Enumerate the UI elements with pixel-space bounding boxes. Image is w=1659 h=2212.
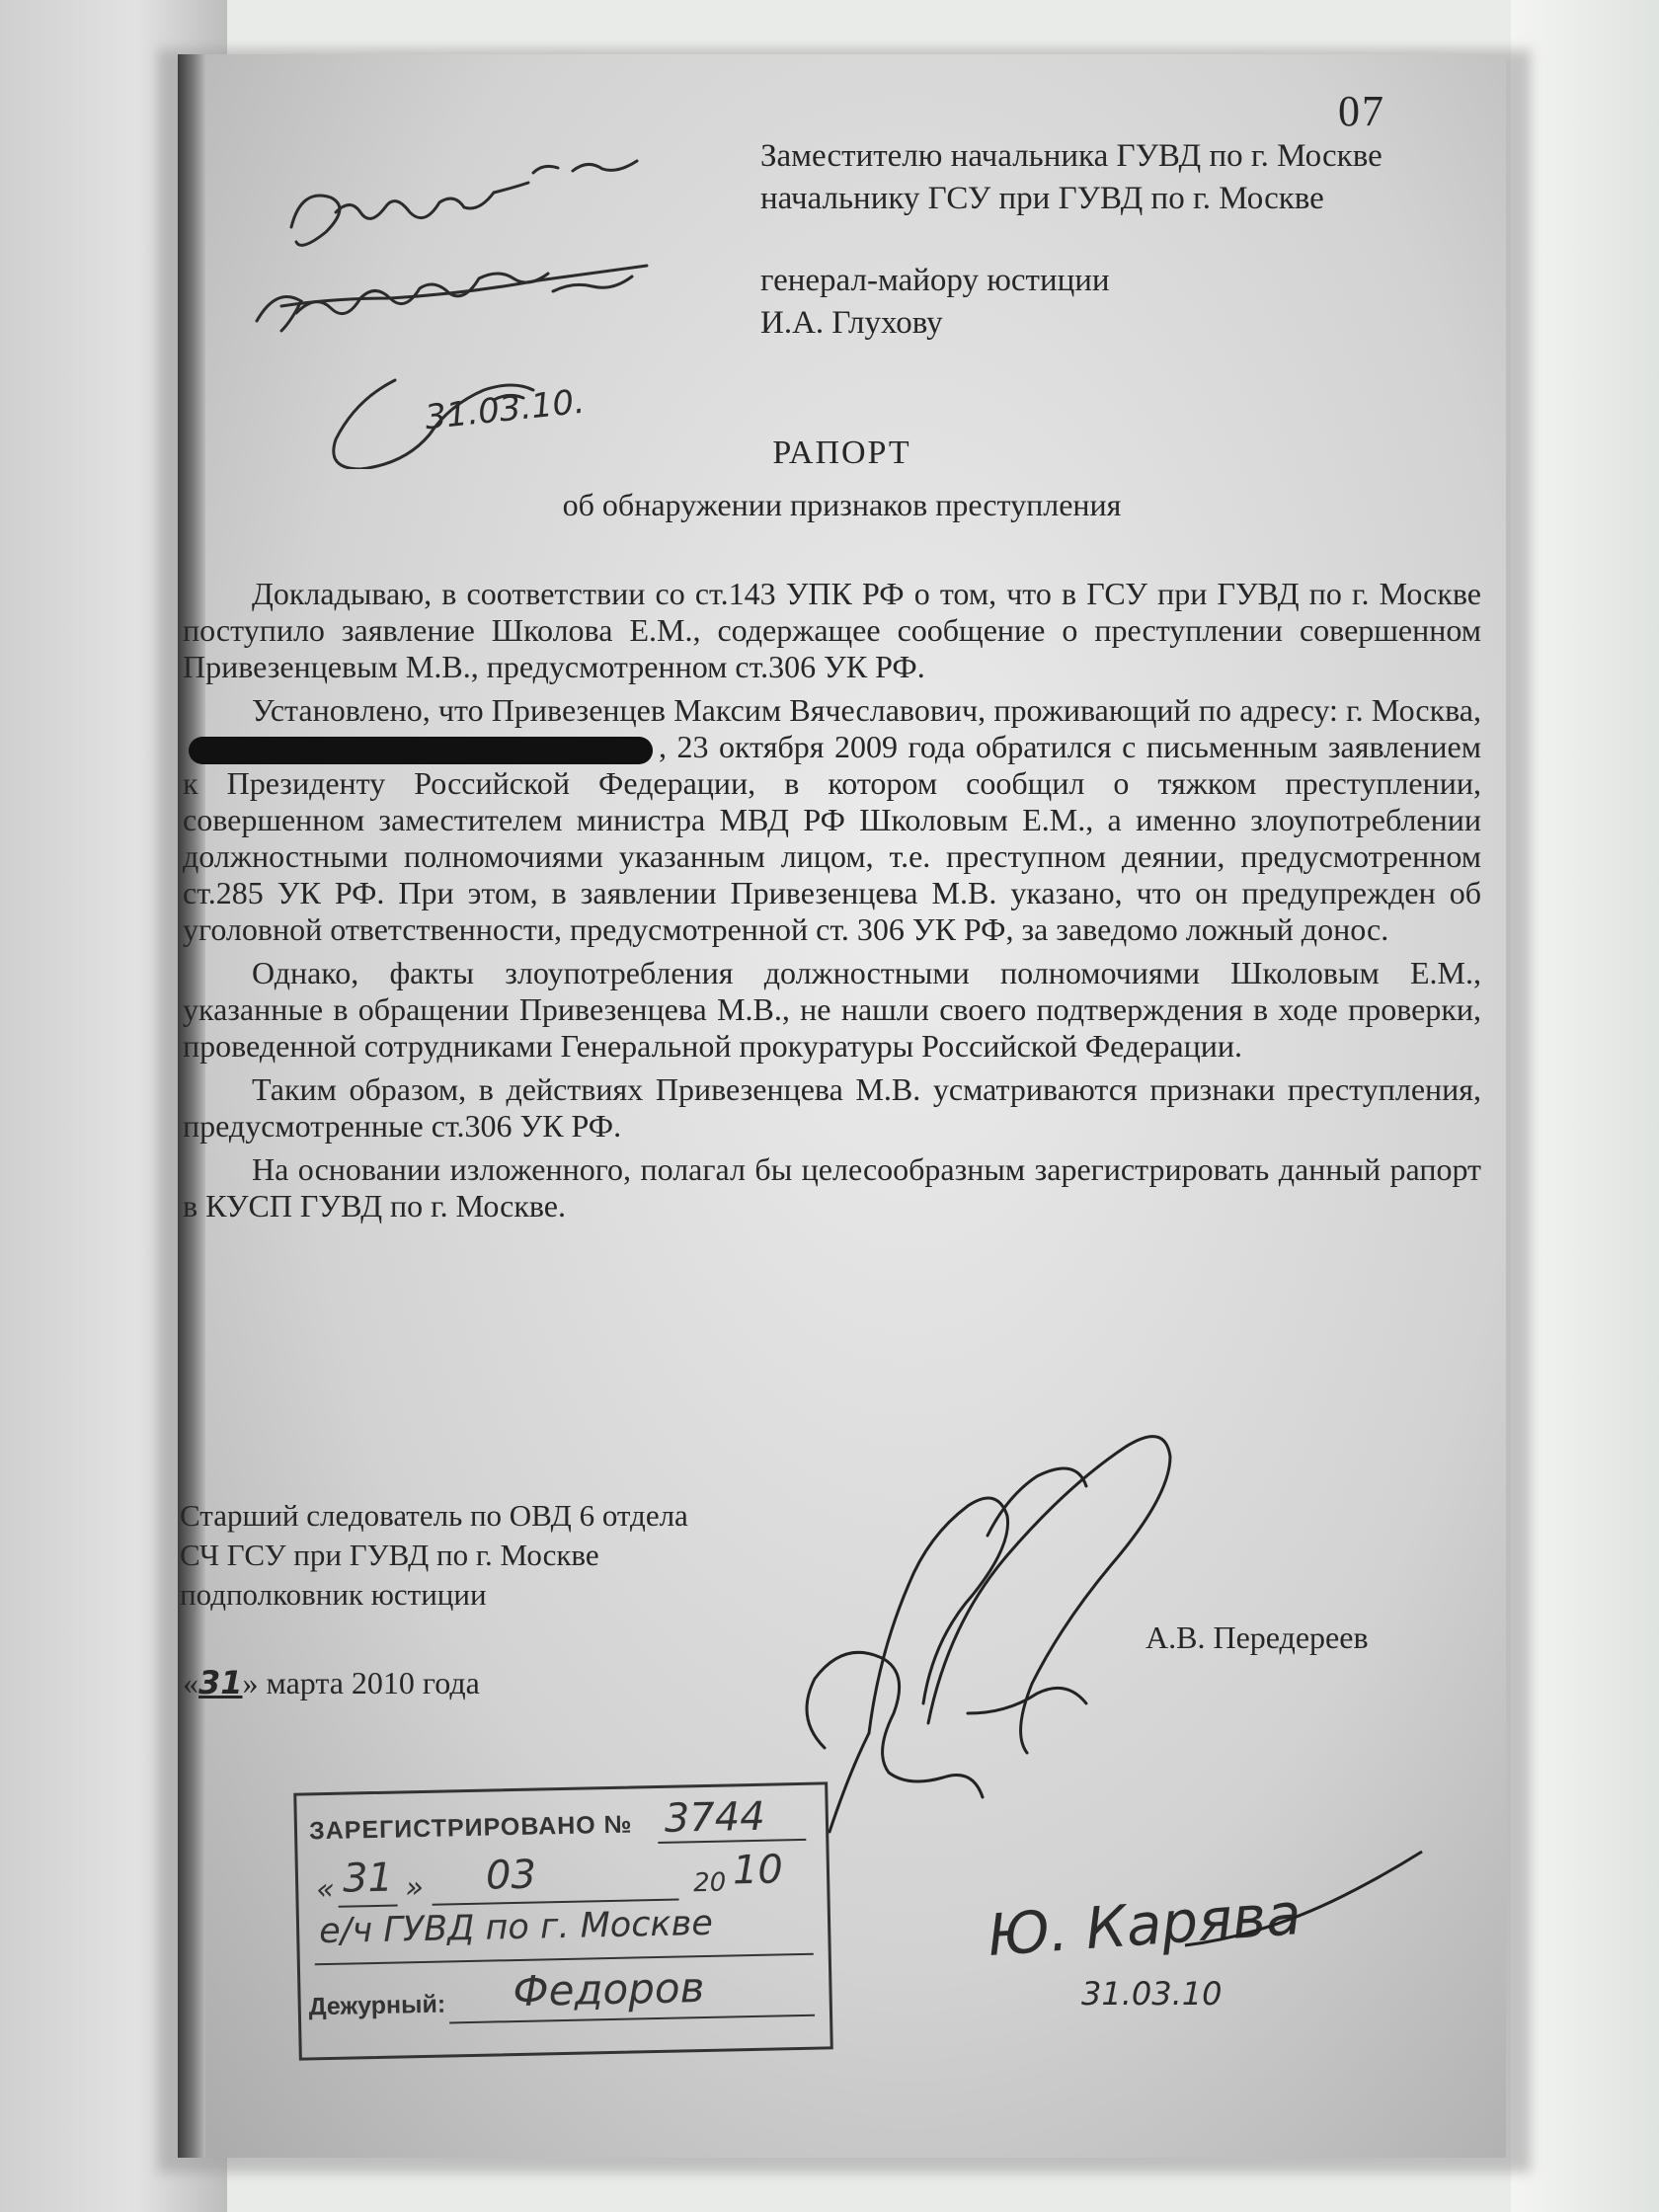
stamp-label: ЗАРЕГИСТРИРОВАНО №	[308, 1810, 633, 1846]
addressee-line: генерал-майору юстиции	[760, 263, 1110, 298]
background-right	[1511, 0, 1659, 2212]
body-paragraph	[183, 692, 1481, 948]
signatory-name: А.В. Передереев	[1146, 1620, 1369, 1655]
stamp-year-prefix: 20	[692, 1867, 727, 1899]
annotation-date: 31.03.10	[1081, 1975, 1223, 2013]
signatory-position: СЧ ГСУ при ГУВД по г. Москве	[180, 1538, 599, 1572]
stamp-year: 10	[732, 1847, 784, 1894]
stamp-day: 31	[342, 1855, 394, 1902]
document-body	[183, 576, 1481, 1231]
stamp-number: 3744	[664, 1793, 766, 1842]
body-text: Установлено, что Привезенцев Максим Вячеславович, проживающий по адресу: г. Москва,	[252, 692, 1481, 728]
body-text: , 23 октября 2009 года обратился с письменным заявлением к Президенту Российской Федерации, в котором сообщил о тяжком преступлении, совершенном заместителем министра МВД РФ Школовым Е.М., а именно злоупотреблении должностными полномочиями указанным лицом, т.е. преступном деянии, предусмотренном ст.285 УК РФ. При этом, в заявлении Привезенцева М.В. указано, что он предупрежден об уголовной ответственности, предусмотренной ст. 306 УК РФ, за заведомо ложный донос.	[183, 729, 1481, 947]
body-paragraph: Таким образом, в действиях Привезенцева М.В. усматриваются признаки преступления, предусмотренные ст.306 УК РФ.	[183, 1071, 1481, 1144]
signatory-rank: подполковник юстиции	[180, 1577, 487, 1612]
addressee-line: начальнику ГСУ при ГУВД по г. Москве	[760, 181, 1324, 216]
stamp-month: 03	[485, 1852, 537, 1899]
registration-stamp: ЗАРЕГИСТРИРОВАНО № 3744 « 31 » 03 20 10 е/ч ГУВД по г. Москве Дежурный: Федоров	[293, 1781, 833, 2060]
date-day: 31	[198, 1664, 243, 1701]
body-paragraph: Однако, факты злоупотребления должностными полномочиями Школовым Е.М., указанные в обращении Привезенцева М.В., не нашли своего подтверждения в ходе проверки, проведенной сотрудниками Генеральной прокуратуры Российской Федерации.	[183, 955, 1481, 1064]
date-rest: марта 2010 года	[258, 1665, 480, 1700]
document-title: РАПОРТ	[772, 434, 911, 471]
body-paragraph: На основании изложенного, полагал бы целесообразным зарегистрировать данный рапорт в КУСП ГУВД по г. Москве.	[183, 1151, 1481, 1224]
signatory-position: Старший следователь по ОВД 6 отдела	[180, 1498, 688, 1533]
addressee-block	[760, 135, 1382, 345]
resolution-date: 31.03.10.	[423, 381, 587, 438]
document-subtitle: об обнаружении признаков преступления	[562, 487, 1122, 522]
document-date: «31» марта 2010 года	[183, 1664, 480, 1701]
signatory-block	[180, 1496, 688, 1615]
redaction-mark	[189, 737, 653, 764]
page-number: 07	[1338, 87, 1385, 135]
body-paragraph: Докладываю, в соответствии со ст.143 УПК РФ о том, что в ГСУ при ГУВД по г. Москве поступило заявление Школова Е.М., содержащее сообщение о преступлении совершенном Привезенцевым М.В., предусмотренном ст.306 УК РФ.	[183, 576, 1481, 684]
stamp-duty-signature: Федоров	[512, 1963, 705, 2016]
annotation-name: Ю. Карява	[986, 1880, 1304, 1969]
addressee-line: Заместителю начальника ГУВД по г. Москве	[760, 138, 1382, 174]
stamp-duty-label: Дежурный:	[308, 1990, 446, 2021]
addressee-line: И.А. Глухову	[760, 305, 943, 341]
document-page	[178, 54, 1506, 2158]
stamp-org: е/ч ГУВД по г. Москве	[318, 1903, 714, 1952]
